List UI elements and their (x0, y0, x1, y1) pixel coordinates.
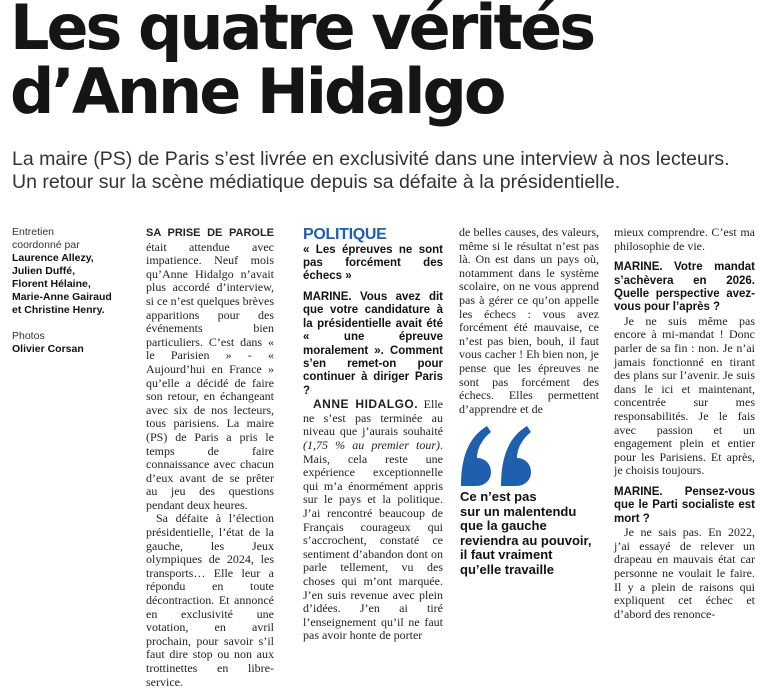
photo-label: Photos (12, 330, 45, 342)
headline-line-1: Les quatre vérités (10, 0, 594, 64)
body-paragraph: Sa défaite à l’élection présidentielle, l’état de la gauche, les Jeux olympiques de 2024, les transports… Elle leur a répondu en toute décontraction. Et annoncé en exclusivité une votation, en avril prochain, pour savoir s’il faut dire stop ou non aux trottinettes en libre-service. (146, 511, 274, 689)
article-column-2 (303, 226, 443, 643)
answer-text-end: . Mais, cela reste une expérience exceptionnelle qui m’a énormément appris sur le pays et la politique. J’ai rencontré beaucoup de Français courageux qui s’accrochent, constaté ce sentiment d’abandon dont on parle tellement, vu des choses qui m’ont marquée. J’en suis revenue avec plein d’idées. J’en ai tiré l’enseignement qu’il ne faut pas avoir honte de porter (303, 438, 443, 643)
interview-label-2: coordonné par (12, 239, 80, 251)
speaker-name: ANNE HIDALGO. (313, 397, 419, 412)
headline (10, 0, 594, 128)
intro-paragraph (146, 226, 274, 512)
pull-quote (460, 490, 610, 577)
standfirst-line-2: Un retour sur la scène médiatique depuis sa défaite à la présidentielle. (12, 171, 621, 193)
author-name: et Christine Henry. (12, 304, 105, 316)
answer-paragraph (303, 398, 443, 643)
article-column-3 (459, 226, 599, 416)
answer-paragraph: Je ne suis même pas encore à mi-mandat ! Donc parler de sa fin : non. Je n’ai jamais fonctionné en tirant des plans sur l’avenir. Je suis dans le ici et maintenant, concentrée sur mes responsabilités. Je le fais avec passion et un engagement plein et entier pour les Parisiens. Et après, je choisis toujours. (614, 313, 755, 478)
author-name: Florent Hélaine, (12, 278, 91, 290)
pull-quote-line: il faut vraiment (460, 547, 553, 562)
body-paragraph: mieux comprendre. C’est ma philosophie de vie. (614, 225, 755, 253)
reader-question: MARINE. Pensez-vous que le Parti socialiste est mort ? (614, 485, 755, 525)
credits-box (12, 226, 130, 356)
pull-quote-line: que la gauche (460, 518, 547, 533)
headline-line-2: d’Anne Hidalgo (10, 55, 504, 128)
reader-question: MARINE. Votre mandat s’achèvera en 2026. Quelle perspective avez-vous pour l’après ? (614, 261, 755, 314)
standfirst-line-1: La maire (PS) de Paris s’est livrée en exclusivité dans une interview à nos lecteurs. (12, 148, 730, 170)
photographer-name: Olivier Corsan (12, 343, 84, 355)
answer-text: Elle ne s’est pas terminée au niveau que j’aurais souhaité (303, 397, 444, 439)
reader-question: MARINE. Vous avez dit que votre candidature à la présidentielle avait été « une épreuve moralement ». Comment s’en remet-on pour continuer à diriger Paris ? (303, 291, 443, 397)
body-paragraph: de belles causes, des valeurs, même si le résultat n’est pas là. On est dans un pays où, notamment dans le système scolaire, on ne vous apprend pas à gérer ce qu’on appelle les échecs : vous avez forcément été mauvaise, ce n’est pas bien, bouh, il faut vous cacher ! Eh bien non, je pense que les épreuves ne sont pas forcément des échecs. Elles permettent d’apprendre et de (459, 225, 599, 416)
pull-quote-line: Ce n’est pas (460, 489, 537, 504)
pull-quote-line: reviendra au pouvoir, (460, 532, 592, 548)
section-subheading: « Les épreuves ne sont pas forcément des échecs » (303, 244, 443, 282)
answer-aside: (1,75 % au premier tour) (303, 438, 440, 453)
pull-quote-line: sur un malentendu (460, 503, 577, 519)
lead-in: SA PRISE DE PAROLE (146, 227, 274, 239)
answer-paragraph: Je ne sais pas. En 2022, j’ai essayé de relever un drapeau en mauvais état car personne ne voulait le faire. Il y a plein de raisons qui expliquent cet échec et d’abord des renonce- (614, 525, 755, 621)
author-name: Laurence Allezy, (12, 252, 94, 264)
quote-mark-icon (457, 420, 537, 490)
pull-quote-line: qu’elle travaille (460, 561, 554, 577)
intro-text: était attendue avec impatience. Neuf mois qu’Anne Hidalgo n’avait plus accordé d’interview, si ce n’est quelques brèves apparitions pour des événements bien particuliers. C’est dans « le Parisien » - « Aujourd’hui en France » qu’elle a décidé de faire son retour, en échangeant avec six de nos lecteurs, tous parisiens. La maire (PS) de Paris a pris le temps de faire connaissance avec chacun d’eux avant de se prêter au jeu des questions pendant deux heures. (146, 239, 274, 512)
section-rubric: POLITIQUE (303, 226, 387, 243)
author-name: Julien Duffé, (12, 265, 76, 277)
interview-label: Entretien (12, 226, 55, 238)
author-name: Marie-Anne Gairaud (12, 291, 112, 303)
standfirst (12, 148, 762, 194)
article-column-1 (146, 226, 274, 689)
article-column-4 (614, 226, 755, 621)
